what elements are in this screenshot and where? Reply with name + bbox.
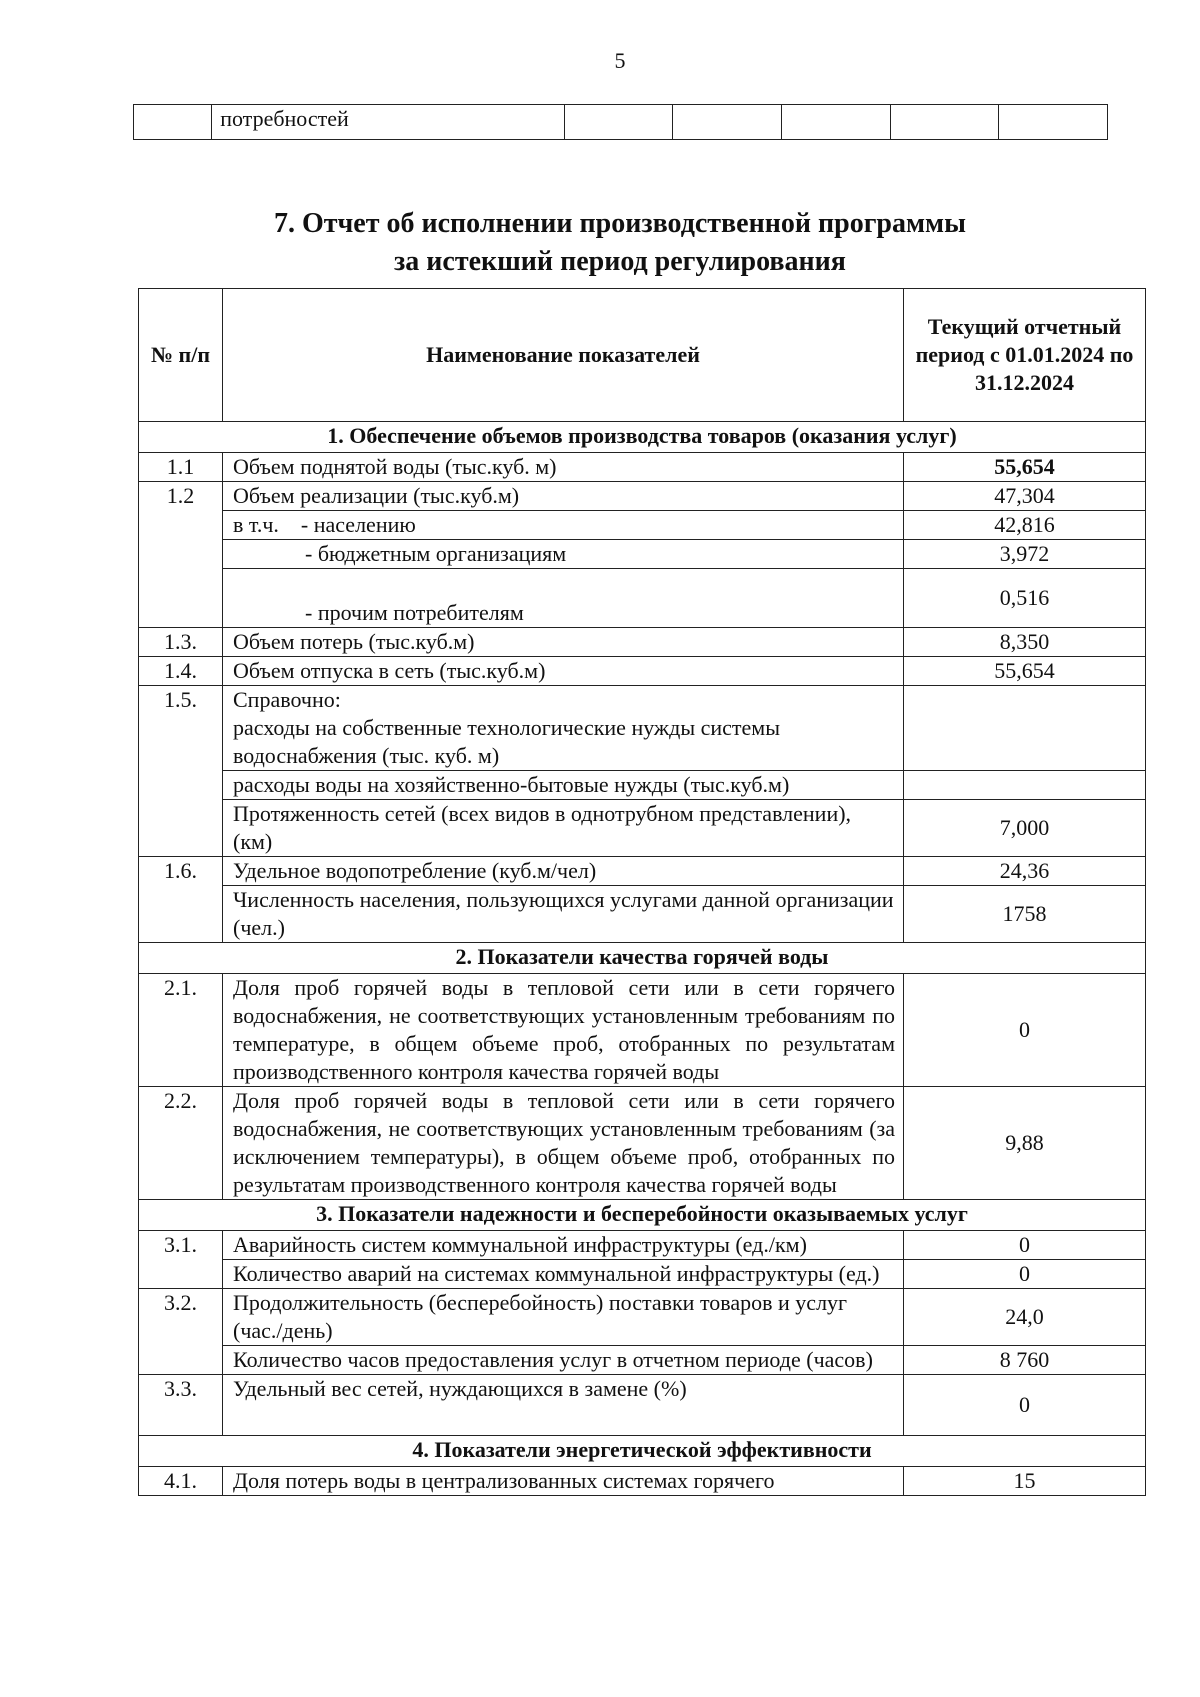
section-3-heading: 3. Показатели надежности и бесперебойности оказываемых услуг [139, 1200, 1146, 1231]
row-num: 1.5. [139, 686, 223, 857]
row-name: Доля проб горячей воды в тепловой сети или в сети горячего водоснабжения, не соответствующих установленным требованиям (за исключением температуры), в общем объеме проб, отобранных по результатам производственного контроля качества горячей воды [223, 1087, 904, 1200]
row-num: 3.1. [139, 1231, 223, 1289]
row-value: 0 [904, 1375, 1146, 1436]
row-name: Количество часов предоставления услуг в отчетном периоде (часов) [223, 1346, 904, 1375]
table-row [139, 686, 1146, 771]
row-value: 55,654 [904, 453, 1146, 482]
row-value: 0 [904, 1260, 1146, 1289]
table-row [139, 800, 1146, 857]
header-row [139, 289, 1146, 422]
row-value: 42,816 [904, 511, 1146, 540]
row-value: 9,88 [904, 1087, 1146, 1200]
header-name: Наименование показателей [223, 289, 904, 422]
row-name: Продолжительность (бесперебойность) поставки товаров и услуг (час./день) [223, 1289, 904, 1346]
table-row [139, 453, 1146, 482]
table-row [139, 1375, 1146, 1436]
section-4-heading: 4. Показатели энергетической эффективности [139, 1436, 1146, 1467]
row-num: 2.1. [139, 974, 223, 1087]
title-line-1: 7. Отчет об исполнении производственной программы [273, 208, 966, 239]
row-name: расходы воды на хозяйственно-бытовые нужды (тыс.куб.м) [223, 771, 904, 800]
row-name: Протяженность сетей (всех видов в однотрубном представлении), (км) [223, 800, 904, 857]
row-name: Объем реализации (тыс.куб.м) [223, 482, 904, 511]
row-name: в т.ч. - населению [223, 511, 904, 540]
title-line-2: за истекший период регулирования [394, 246, 846, 277]
row-num: 1.3. [139, 628, 223, 657]
header-period: Текущий отчетный период с 01.01.2024 по 31.12.2024 [904, 289, 1146, 422]
table-row [139, 569, 1146, 628]
row-num: 4.1. [139, 1467, 223, 1496]
row-value: 0,516 [904, 569, 1146, 628]
row-value: 7,000 [904, 800, 1146, 857]
table-row [139, 482, 1146, 511]
row-value: 24,36 [904, 857, 1146, 886]
row-name: Справочно: расходы на собственные технологические нужды системы водоснабжения (тыс. куб. м) [223, 686, 904, 771]
table-row [139, 657, 1146, 686]
table-row [139, 511, 1146, 540]
row-value: 3,972 [904, 540, 1146, 569]
table-row [139, 1260, 1146, 1289]
row-name: Объем поднятой воды (тыс.куб. м) [223, 453, 904, 482]
table-row [139, 886, 1146, 943]
row-value [904, 686, 1146, 771]
table-row [139, 1231, 1146, 1260]
page-number: 5 [614, 48, 626, 73]
row-name: Доля проб горячей воды в тепловой сети или в сети горячего водоснабжения, не соответствующих установленным требованиям по температуре, в общем объеме проб, отобранных по результатам производственного контроля качества горячей воды [223, 974, 904, 1087]
row-name: Объем отпуска в сеть (тыс.куб.м) [223, 657, 904, 686]
table-row [139, 628, 1146, 657]
row-value: 1758 [904, 886, 1146, 943]
section-1-heading: 1. Обеспечение объемов производства товаров (оказания услуг) [139, 422, 1146, 453]
table-row [139, 1467, 1146, 1496]
table-row [139, 974, 1146, 1087]
table-row [139, 1346, 1146, 1375]
row-num: 1.1 [139, 453, 223, 482]
row-label: потребностей [212, 105, 564, 140]
row-num: 1.6. [139, 857, 223, 943]
row-name: Количество аварий на системах коммунальной инфраструктуры (ед.) [223, 1260, 904, 1289]
row-value: 47,304 [904, 482, 1146, 511]
row-value [904, 771, 1146, 800]
table-row [139, 857, 1146, 886]
table-row [134, 105, 1108, 140]
table-row [139, 540, 1146, 569]
row-name: - прочим потребителям [223, 569, 904, 628]
row-value: 0 [904, 1231, 1146, 1260]
row-value: 15 [904, 1467, 1146, 1496]
row-value: 55,654 [904, 657, 1146, 686]
row-name: Объем потерь (тыс.куб.м) [223, 628, 904, 657]
row-num: 3.3. [139, 1375, 223, 1436]
row-num: 3.2. [139, 1289, 223, 1375]
row-value: 24,0 [904, 1289, 1146, 1346]
row-num: 1.4. [139, 657, 223, 686]
row-value: 8,350 [904, 628, 1146, 657]
row-name: Аварийность систем коммунальной инфраструктуры (ед./км) [223, 1231, 904, 1260]
previous-table-fragment [133, 104, 1108, 140]
row-num: 2.2. [139, 1087, 223, 1200]
row-name: Удельный вес сетей, нуждающихся в замене (%) [223, 1375, 904, 1436]
row-name: Доля потерь воды в централизованных системах горячего [223, 1467, 904, 1496]
table-row [139, 771, 1146, 800]
table-row [139, 1289, 1146, 1346]
section-2-heading: 2. Показатели качества горячей воды [139, 943, 1146, 974]
production-program-table [138, 288, 1146, 1496]
row-value: 8 760 [904, 1346, 1146, 1375]
header-num: № п/п [139, 289, 223, 422]
row-name: Численность населения, пользующихся услугами данной организации (чел.) [223, 886, 904, 943]
row-name: - бюджетным организациям [223, 540, 904, 569]
row-name: Удельное водопотребление (куб.м/чел) [223, 857, 904, 886]
row-num: 1.2 [139, 482, 223, 628]
table-row [139, 1087, 1146, 1200]
row-value: 0 [904, 974, 1146, 1087]
document-title [0, 205, 1200, 281]
